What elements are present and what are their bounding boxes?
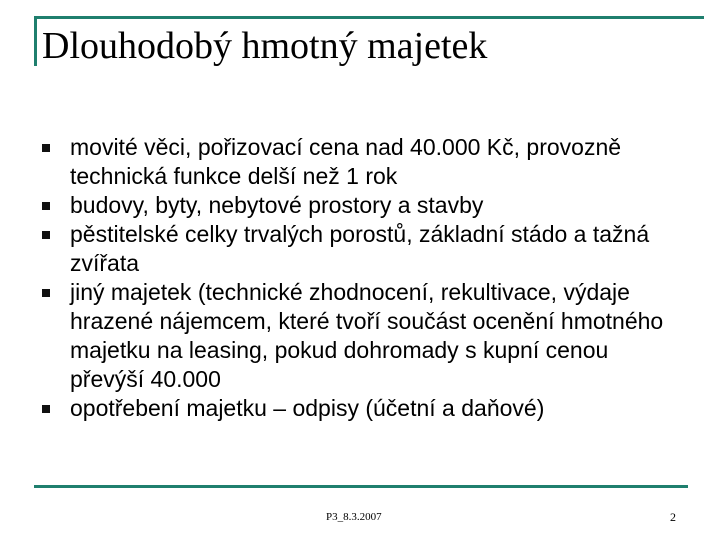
square-bullet-icon [42,144,50,152]
title-left-rule [34,16,37,66]
footer-rule [34,485,688,488]
bullet-item [40,220,680,278]
page-number: 2 [670,510,676,524]
bullet-item [40,278,680,394]
bullet-text: budovy, byty, nebytové prostory a stavby [70,192,484,218]
bullet-text: opotřebení majetku – odpisy (účetní a daňové) [70,395,545,421]
bullet-list [40,133,680,423]
slide-title: Dlouhodobý hmotný majetek [42,25,488,67]
bullet-text: jiný majetek (technické zhodnocení, rekultivace, výdaje hrazené nájemcem, které tvoří součást ocenění hmotného majetku na leasing, pokud dohromady s kupní cenou převýší 40.000 [70,279,664,392]
footer-date: P3_8.3.2007 [326,511,382,523]
bullet-item [40,191,680,220]
title-top-rule [34,16,704,19]
square-bullet-icon [42,231,50,239]
square-bullet-icon [42,405,50,413]
square-bullet-icon [42,202,50,210]
bullet-text: pěstitelské celky trvalých porostů, základní stádo a tažná zvířata [70,221,650,276]
bullet-item [40,133,680,191]
bullet-text: movité věci, pořizovací cena nad 40.000 Kč, provozně technická funkce delší než 1 rok [70,134,622,189]
bullet-item [40,394,680,423]
square-bullet-icon [42,289,50,297]
